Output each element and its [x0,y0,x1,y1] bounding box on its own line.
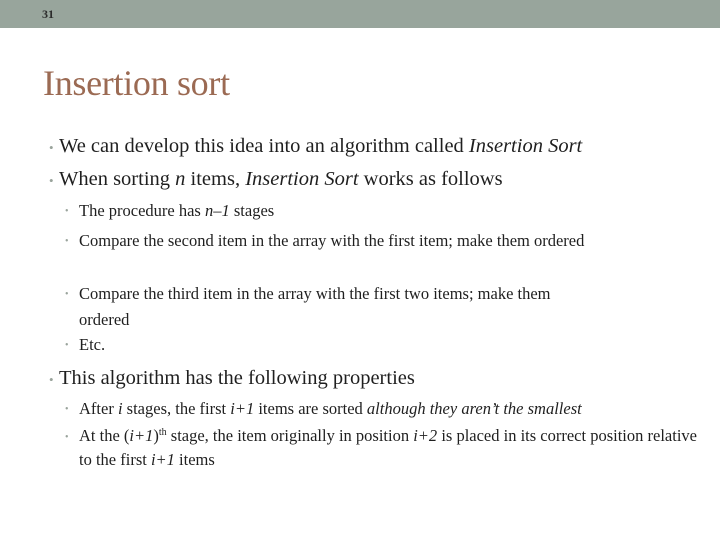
bullet-dot: • [65,289,69,300]
bullet-develop-idea: • We can develop this idea into an algorithm called Insertion Sort [49,134,582,158]
bullet-dot: • [49,140,54,155]
bullet-dot: • [65,404,69,415]
subbullet-compare-third: • Compare the third item in the array with the first two items; make them ordered [65,284,551,329]
bullet-dot: • [65,206,69,217]
subbullet-stages: • The procedure has n–1 stages [65,198,705,224]
bullet-dot: • [65,340,69,351]
bullet-when-sorting: • When sorting n items, Insertion Sort works as follows [49,167,503,191]
bullet-dot: • [65,432,69,443]
slide-title: Insertion sort [43,63,230,103]
top-bar [0,0,720,28]
bullet-properties: • This algorithm has the following properties [49,366,415,390]
subbullet-at-stage: • At the $(i+1)^{th}$ stage, the item originally in position i+2 is placed in its correct position relative to the first i+1 items [65,426,697,469]
bullet-dot: • [49,173,54,188]
bullet-dot: • [49,372,54,387]
subbullet-after-stages: • After i stages, the first i+1 items are sorted although they aren’t the smallest [65,396,705,422]
bullet-dot: • [65,236,69,247]
subbullet-etc: • Etc. [65,332,705,358]
slide-number: 31 [42,7,54,21]
subbullet-compare-second: • Compare the second item in the array with the first item; make them ordered [65,228,585,254]
